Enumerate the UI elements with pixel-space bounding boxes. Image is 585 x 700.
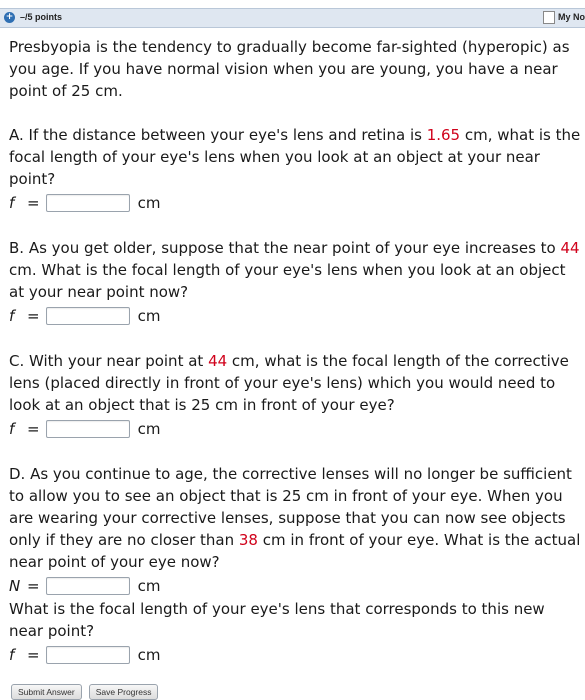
my-notes-label: My No	[558, 12, 585, 22]
part-d-focal-length-input[interactable]	[46, 646, 130, 664]
part-d-near-point-input[interactable]	[46, 577, 130, 595]
part-d-question-2: What is the focal length of your eye's lens that corresponds to this new near point?	[9, 600, 545, 640]
action-buttons	[11, 684, 158, 700]
part-a-answer-row: f = cm	[9, 194, 161, 212]
part-c-text: C. With your near point at 44 cm, what is the focal length of the corrective lens (placed directly in front of your eye's lens) which you would need to look at an object that is 25 cm in front of your eye?	[9, 352, 569, 414]
question-header	[0, 8, 585, 28]
submit-answer-button[interactable]: Submit Answer	[11, 684, 82, 700]
my-notes-toggle[interactable]	[543, 10, 585, 24]
part-c-answer-row: f = cm	[9, 420, 161, 438]
part-d-value: 38	[238, 531, 258, 549]
notes-checkbox-icon[interactable]	[543, 11, 555, 24]
part-a-text: A. If the distance between your eye's lens and retina is 1.65 cm, what is the focal length of your eye's lens when you look at an object at your near point?	[9, 126, 581, 188]
save-progress-button[interactable]: Save Progress	[89, 684, 159, 700]
part-c-answer-input[interactable]	[46, 420, 130, 438]
part-b-answer-row: f = cm	[9, 307, 161, 325]
plus-icon[interactable]: +	[5, 12, 14, 22]
part-a-answer-input[interactable]	[46, 194, 130, 212]
part-d-text: D. As you continue to age, the corrective lenses will no longer be sufficient to allow you to see an object that is 25 cm in front of your eye. When you are wearing your corrective lenses, suppose that you can now see objects only if they are no closer than 38 cm in front of your eye. What is the actual near point of your eye now?	[9, 465, 581, 571]
intro-text: Presbyopia is the tendency to gradually become far-sighted (hyperopic) as you age. If you have normal vision when you are young, you have a near point of 25 cm.	[9, 38, 570, 100]
part-b-answer-input[interactable]	[46, 307, 130, 325]
points-label: –/5 points	[20, 12, 63, 22]
part-c-value: 44	[208, 352, 228, 370]
part-d-answer-row-1: N = cm	[9, 577, 161, 595]
part-a-value: 1.65	[426, 126, 461, 144]
part-b-value: 44	[560, 239, 580, 257]
part-d-answer-row-2: f = cm	[9, 646, 161, 664]
question-body	[9, 36, 581, 667]
part-b-text: B. As you get older, suppose that the near point of your eye increases to 44 cm. What is the focal length of your eye's lens when you look at an object at your near point now?	[9, 239, 580, 301]
